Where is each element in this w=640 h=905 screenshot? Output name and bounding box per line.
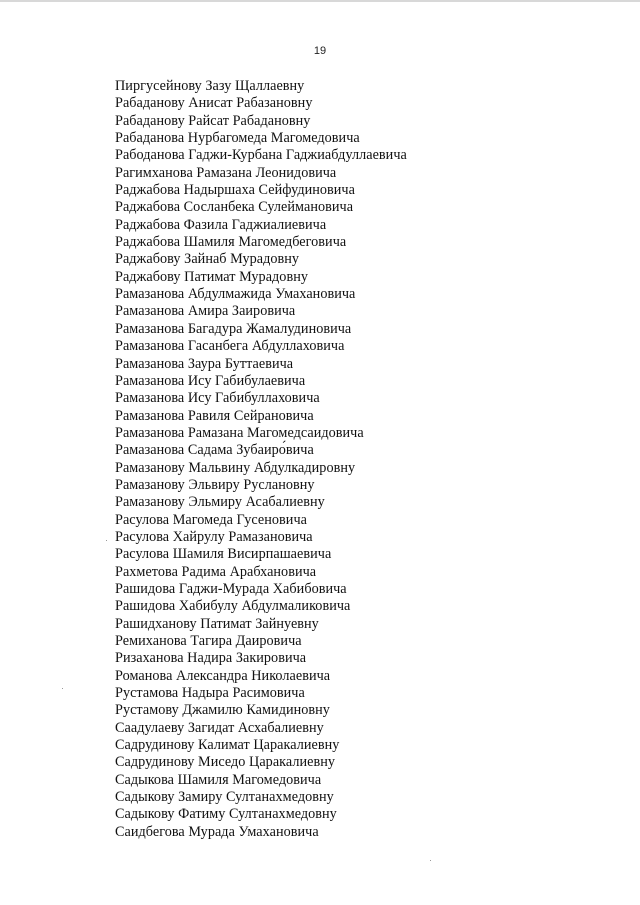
name-entry: Рамазанова Заура Буттаевича [115,355,294,372]
name-entry: Рамазанова Багадура Жамалудиновича [115,320,352,337]
name-entry: Рамазанова Садама Зубаиро́вича [115,442,314,459]
name-entry: Рабаданова Нурбагомеда Магомедовича [115,130,360,147]
name-entry: Раджабова Шамиля Магомедбеговича [115,234,347,251]
name-entry: Рамазанова Рамазана Магомедсаидовича [115,424,364,441]
name-entry: Садыкову Фатиму Султанахмедовну [115,806,337,823]
name-entry: Рашидова Хабибулу Абдулмаликовича [115,598,351,615]
name-entry: Раджабова Фазила Гаджиалиевича [115,216,327,233]
name-entry: Ризаханова Надира Закировича [115,650,307,667]
name-entry: Рамазанова Амира Заировича [115,303,296,320]
name-entry: Рамазанова Абдулмажида Умахановича [115,286,356,303]
name-entry: Рамазанову Эльвиру Руслановну [115,476,315,493]
name-entry: Раджабова Надыршаха Сейфудиновича [115,182,355,199]
name-entry: Рустамову Джамилю Камидиновну [115,702,330,719]
name-entry: Саидбегова Мурада Умахановича [115,823,319,840]
name-entry: Рамазанова Ису Габибулаевича [115,372,306,389]
name-entry: Раджабова Сосланбека Сулеймановича [115,199,354,216]
name-entry: Рашидханову Патимат Зайнуевну [115,615,319,632]
name-entry: Пиргусейнову Зазу Щаллаевну [115,78,305,94]
name-entry: Рахметова Радима Арабхановича [115,563,317,580]
name-entry: Рамазанову Эльмиру Асабалиевну [115,494,325,511]
name-entry: Расулова Магомеда Гусеновича [115,511,307,528]
name-entry: Рабаданову Анисат Рабазановну [115,95,313,112]
name-entry: Рагимханова Рамазана Леонидовича [115,164,337,181]
name-entry: Рабаданову Райсат Рабадановну [115,112,311,129]
page-number: 19 [313,45,327,57]
name-entry: Рустамова Надыра Расимовича [115,685,305,702]
name-entry: Ремиханова Тагира Даировича [115,633,302,649]
scan-top-edge [0,0,640,2]
name-entry: Садыкову Замиру Султанахмедовну [115,789,334,806]
name-entry: Раджабову Зайнаб Мурадовну [115,251,300,268]
name-entry: Расулова Шамиля Висирпашаевича [115,546,332,563]
scan-speck [62,688,63,689]
name-entry: Садыкова Шамиля Магомедовича [115,771,322,788]
name-entry: Рамазанова Ису Габибуллаховича [115,390,320,407]
scan-speck [106,540,107,541]
name-entry: Романова Александра Николаевича [115,667,331,684]
name-entry: Рамазанова Гасанбега Абдуллаховича [115,338,345,355]
name-entry: Садрудинову Миседо Царакалиевну [115,754,336,771]
name-entry: Рашидова Гаджи-Мурада Хабибовича [115,580,347,597]
names-list [115,78,407,841]
scan-speck [430,860,431,861]
name-entry: Расулова Хайрулу Рамазановича [115,528,313,545]
name-entry: Рабоданова Гаджи-Курбана Гаджиабдуллаевича [115,147,407,164]
name-entry: Раджабову Патимат Мурадовну [115,268,308,285]
name-entry: Садрудинову Калимат Царакалиевну [115,737,340,754]
name-entry: Саадулаеву Загидат Асхабалиевну [115,719,324,736]
name-entry: Рамазанова Равиля Сейрановича [115,407,314,424]
name-entry: Рамазанову Мальвину Абдулкадировну [115,459,356,476]
